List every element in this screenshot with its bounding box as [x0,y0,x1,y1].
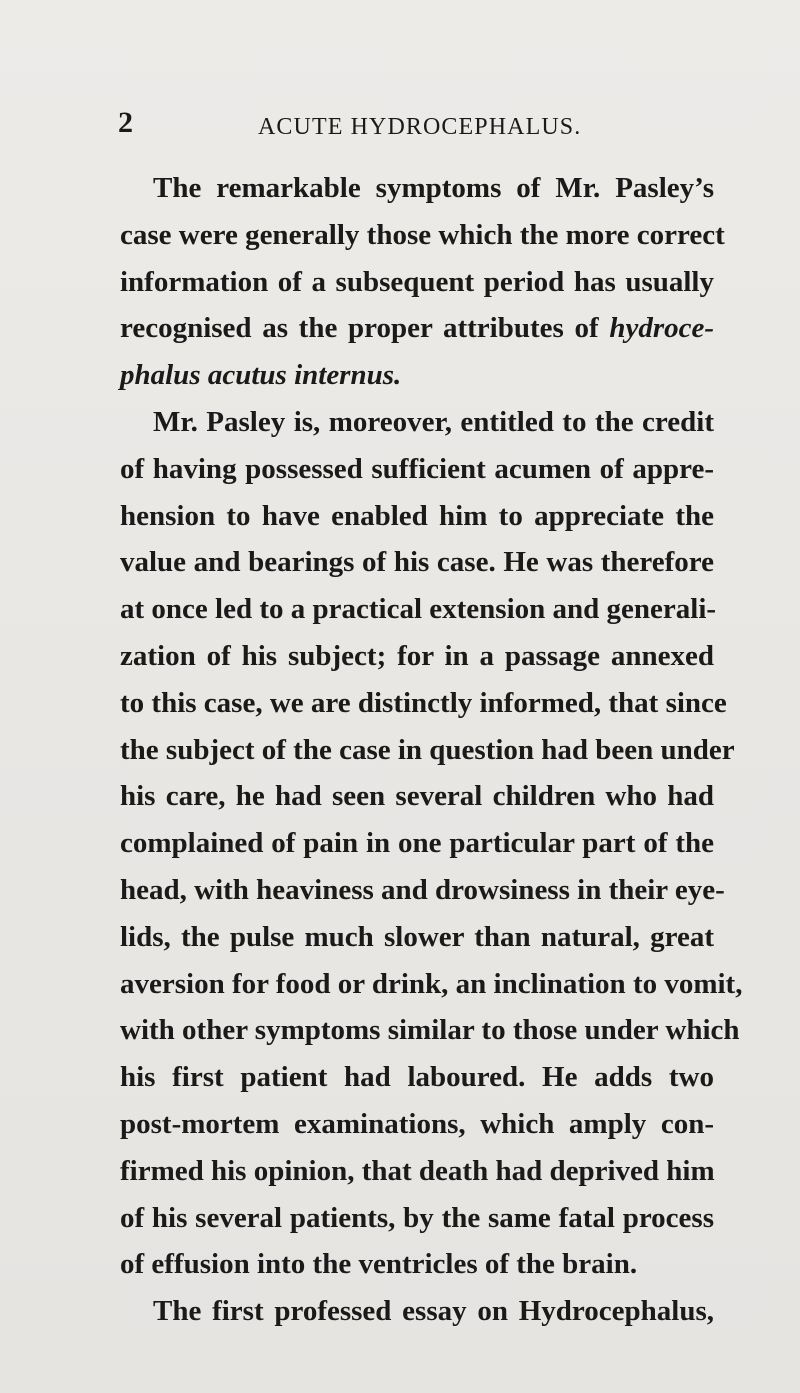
text-line: to this case, we are distinctly informed, that since [120,686,727,719]
text-line: post-mortem examinations, which amply con- [120,1107,714,1140]
text-segment: recognised as the proper attributes of [120,312,599,345]
text-line: The first professed essay on Hydrocephalus, [153,1295,714,1328]
text-line: Mr. Pasley is, moreover, entitled to the credit [153,405,714,438]
text-line: aversion for food or drink, an inclination to vomit, [120,967,743,1000]
text-line: his first patient had laboured. He adds two [120,1061,714,1094]
text-line: hension to have enabled him to appreciate the [120,499,714,532]
text-line: zation of his subject; for in a passage annexed [120,639,714,672]
text-line: firmed his opinion, that death had deprived him [120,1154,715,1187]
body-text [120,165,743,1335]
running-head [0,108,800,148]
page-number: 2 [118,106,133,139]
text-line: of having possessed sufficient acumen of appre- [120,452,714,485]
text-line: complained of pain in one particular part of the [120,827,714,860]
text-line: of effusion into the ventricles of the brain. [120,1248,638,1281]
text-line [120,305,714,352]
text-line: the subject of the case in question had been under [120,733,735,766]
text-line-italic: phalus acutus internus. [120,359,402,392]
text-line: lids, the pulse much slower than natural, great [120,920,714,953]
text-line: case were generally those which the more correct [120,218,725,251]
text-line: The remarkable symptoms of Mr. Pasley’s [153,172,714,204]
italic-term: hydroce- [609,312,714,345]
running-head-title: ACUTE HYDROCEPHALUS. [258,114,582,140]
text-line: information of a subsequent period has usually [120,265,714,298]
text-line: with other symptoms similar to those under which [120,1014,740,1047]
text-line: head, with heaviness and drowsiness in their eye- [120,873,725,906]
text-line: value and bearings of his case. He was therefore [120,546,714,579]
text-line: his care, he had seen several children who had [120,780,714,813]
text-line: of his several patients, by the same fatal process [120,1201,714,1234]
text-line: at once led to a practical extension and generali- [120,593,717,626]
